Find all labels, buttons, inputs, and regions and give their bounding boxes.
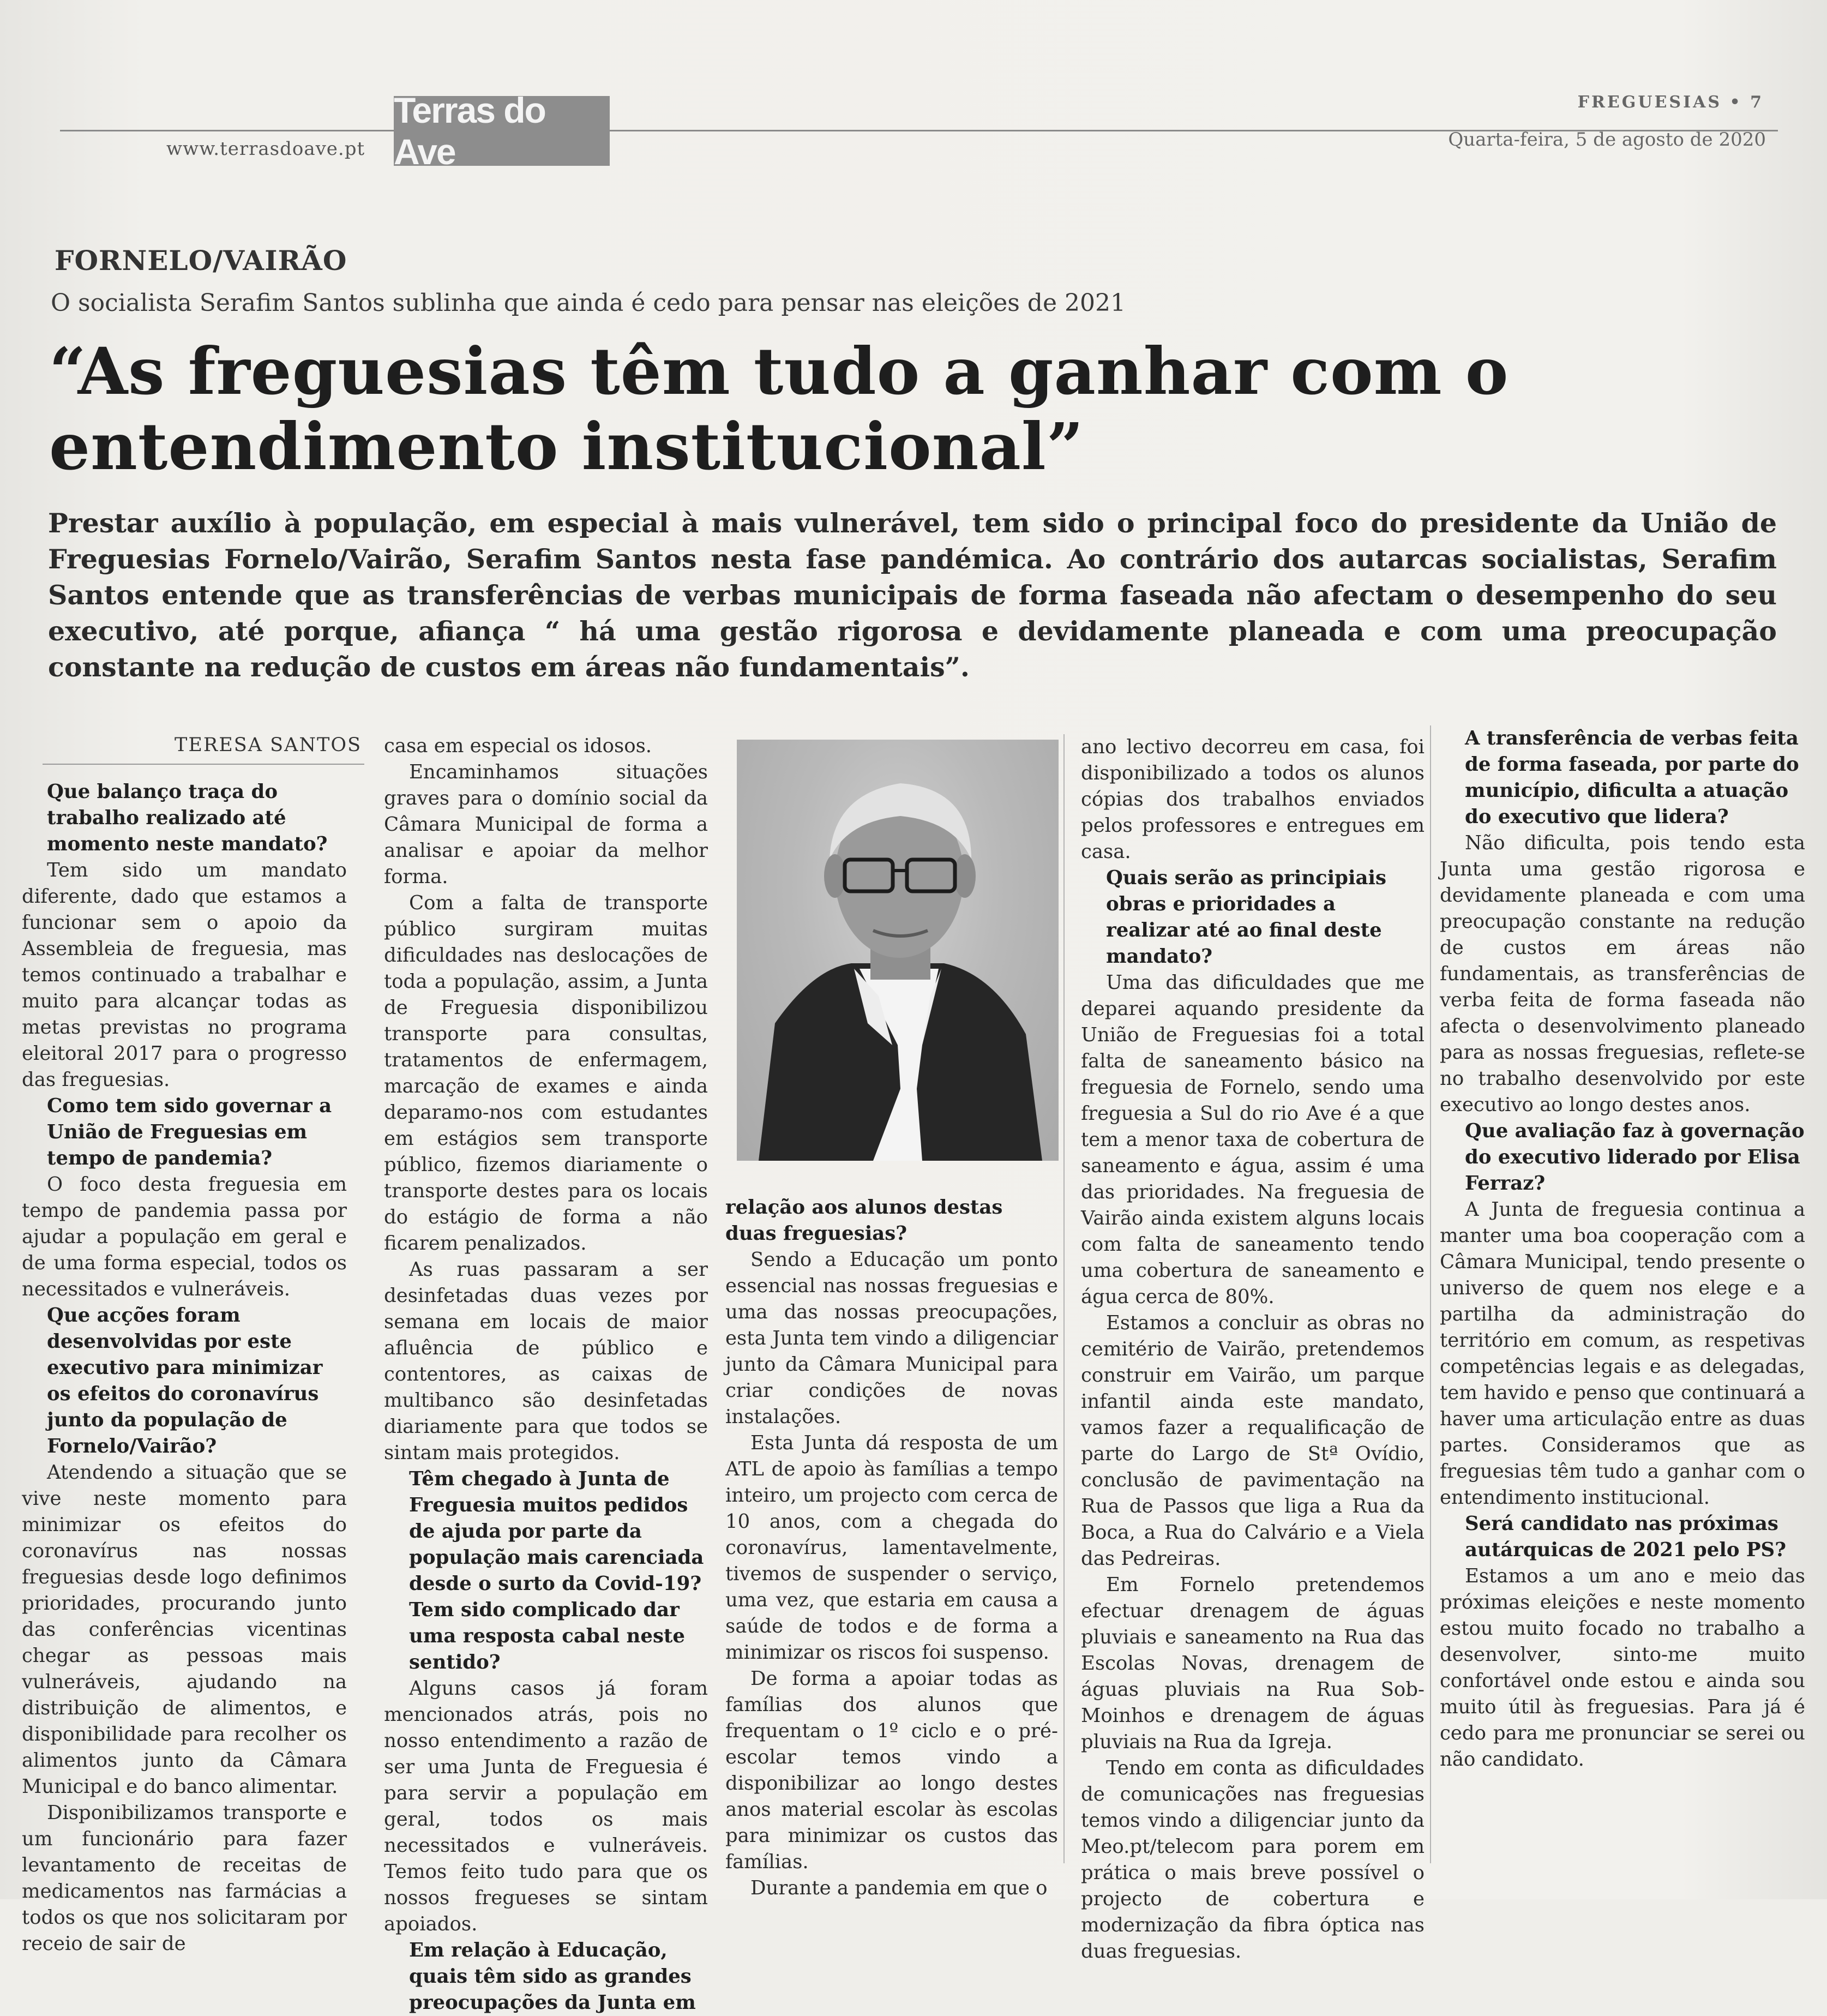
article-lead: Prestar auxílio à população, em especial à mais vulnerável, tem sido o principal foco do presidente da União de Freguesias Fornelo/Vairão, Serafim Santos nesta fase pandémica. Ao contrário dos autarcas socialistas, Serafim Santos entende que as transferências de verbas municipais de forma faseada não afectam o desempenho do seu executivo, até porque, afiança “ há uma gestão rigorosa e devidamente planeada e com uma preocupação constante na redução de custos em áreas não fundamentais”. [48, 507, 1777, 683]
paragraph: Estamos a um ano e meio das próximas eleições e neste momento estou muito focado no trabalho a desenvolver, sinto-me muito confortável onde estou e ainda sou muito útil às freguesias. Para já é cedo para me pronunciar se serei ou não candidato. [1440, 1565, 1805, 1771]
paragraph: O foco desta freguesia em tempo de pandemia passa por ajudar a população em geral e de uma forma especial, todos os necessitados e vulneráveis. [22, 1173, 347, 1300]
paragraph: Estamos a concluir as obras no cemitério de Vairão, pretendemos construir em Vairão, um parque infantil ainda este mandato, vamos fazer a requalificação de parte do Largo de Stª Ovídio, conclusão de pavimentação na Rua de Passos que liga a Rua da Boca, a Rua do Calvário e a Viela das Pedreiras. [1081, 1312, 1425, 1570]
paragraph: Com a falta de transporte público surgiram muitas dificuldades nas deslocações de toda a população, assim, a Junta de Freguesia disponibilizou transporte para consultas, tratamentos de enfermagem, marcação de exames e ainda deparamo-nos com estudantes em estágios sem transporte público, fizemos diariamente o transporte destes para os locais do estágio de forma a não ficarem penalizados. [384, 892, 708, 1255]
article-subtitle: O socialista Serafim Santos sublinha que ainda é cedo para pensar nas eleições de 2021 [51, 289, 1126, 317]
paragraph: Sendo a Educação um ponto essencial nas nossas freguesias e uma das nossas preocupações, esta Junta tem vindo a diligenciar junto da Câmara Municipal para criar condições de novas instalações. [725, 1249, 1058, 1428]
paragraph: Disponibilizamos transporte e um funcionário para fazer levantamento de receitas de medicamentos nas farmácias a todos os que nos solicitaram por receio de sair de [22, 1802, 347, 1955]
newspaper-logo [394, 90, 610, 172]
column-2 [384, 733, 708, 2016]
column-3 [725, 1195, 1058, 1901]
paragraph: Alguns casos já foram mencionados atrás, pois no nosso entendimento a razão de ser uma Junta de Freguesia é para servir a população em geral, todos os mais necessitados e vulneráveis. Temos feito tudo para que os nossos fregueses se sintam apoiados. [384, 1677, 708, 1935]
paragraph: Tem sido um mandato diferente, dado que estamos a funcionar sem o apoio da Assembleia de freguesia, mas temos continuado a trabalhar e muito para alcançar todas as metas previstas no programa eleitoral 2017 para o progresso das freguesias. [22, 859, 347, 1091]
paragraph: Esta Junta dá resposta de um ATL de apoio às famílias a tempo inteiro, um projecto com cerca de 10 anos, com a chegada do coronavírus, lamentavelmente, tivemos de suspender o serviço, uma vez, que estaria em causa a saúde de todos e de forma a minimizar os riscos foi suspenso. [725, 1432, 1058, 1664]
paragraph: De forma a apoiar todas as famílias dos alunos que frequentam o 1º ciclo e o pré-escolar temos vindo a disponibilizar ao longo destes anos material escolar às escolas para minimizar os custos das famílias. [725, 1667, 1058, 1873]
column-divider [1430, 725, 1431, 1863]
column-4 [1081, 734, 1425, 1965]
column-1 [22, 779, 347, 1957]
interview-question: Será candidato nas próximas autárquicas de 2021 pelo PS? [1465, 1513, 1786, 1561]
byline-rule [43, 764, 364, 765]
website-url: www.terrasdoave.pt [166, 138, 365, 160]
interview-question: Quais serão as principiais obras e prioridades a realizar até ao final deste mandato? [1106, 867, 1386, 968]
paragraph: Não dificulta, pois tendo esta Junta uma gestão rigorosa e devidamente planeada e com uma preocupação constante na redução de custos em áreas não fundamentais, as transferências de verba feita de forma faseada não afecta o desenvolvimento planeado para as nossas freguesias, reflete-se no trabalho desenvolvido por este executivo ao longo destes anos. [1440, 832, 1805, 1116]
paragraph: A Junta de freguesia continua a manter uma boa cooperação com a Câmara Municipal, tendo presente o universo de quem nos elege e a partilha da administração do território em comum, as respetivas competências legais e as delegadas, tem havido e penso que continuará a haver uma articulação entre as duas partes. Consideramos que as freguesias têm tudo a ganhar com o entendimento institucional. [1440, 1198, 1805, 1509]
article-byline: TERESA SANTOS [175, 734, 362, 756]
column-divider [1063, 734, 1065, 1863]
article-kicker: FORNELO/VAIRÃO [55, 244, 347, 277]
interview-question: relação aos alunos destas duas freguesias? [725, 1196, 1003, 1245]
interview-question: Que acções foram desenvolvidas por este executivo para minimizar os efeitos do coronavírus junto da população de Fornelo/Vairão? [47, 1304, 323, 1457]
portrait-photo [737, 740, 1059, 1161]
column-5 [1440, 725, 1805, 1773]
interview-question: A transferência de verbas feita de forma faseada, por parte do município, dificulta a atuação do executivo que lidera? [1465, 727, 1799, 828]
section-page-number: FREGUESIAS • 7 [1577, 93, 1764, 112]
paragraph: Durante a pandemia em que o [750, 1877, 1048, 1899]
paragraph: As ruas passaram a ser desinfetadas duas vezes por semana em locais de maior afluência de público e contentores, as caixas de multibanco são desinfetadas diariamente para que todos se sintam mais protegidos. [384, 1258, 708, 1464]
interview-question: Que balanço traça do trabalho realizado até momento neste mandato? [47, 781, 328, 855]
article-headline: “As freguesias têm tudo a ganhar com o entendimento institucional” [49, 333, 1509, 484]
paragraph: Tendo em conta as dificuldades de comunicações nas freguesias temos vindo a diligenciar junto da Meo.pt/telecom para porem em prática o mais breve possível o projecto de cobertura e modernização da fibra óptica nas duas freguesias. [1081, 1757, 1425, 1963]
interview-question: Em relação à Educação, quais têm sido as grandes preocupações da Junta em [409, 1939, 696, 2014]
paragraph: ano lectivo decorreu em casa, foi disponibilizado a todos os alunos cópias dos trabalhos enviados pelos professores e entregues em casa. [1081, 736, 1425, 863]
interview-question: Como tem sido governar a União de Freguesias em tempo de pandemia? [47, 1095, 332, 1169]
logo-text: Terras do Ave [394, 90, 545, 172]
issue-date: Quarta-feira, 5 de agosto de 2020 [1448, 129, 1766, 151]
paragraph: Uma das dificuldades que me deparei aquando presidente da União de Freguesias foi a total falta de saneamento básico na freguesia de Fornelo, sendo uma freguesia a Sul do rio Ave é a que tem a menor taxa de cobertura de saneamento e água, assim é uma das prioridades. Na freguesia de Vairão ainda existem alguns locais com falta de saneamento tendo uma cobertura de saneamento e água cerca de 80%. [1081, 971, 1425, 1308]
interview-question: Têm chegado à Junta de Freguesia muitos pedidos de ajuda por parte da população mais carenciada desde o surto da Covid-19? Tem sido complicado dar uma resposta cabal neste sentido? [409, 1468, 704, 1673]
paragraph: Atendendo a situação que se vive neste momento para minimizar os efeitos do coronavírus nas nossas freguesias desde logo definimos prioridades, procurando junto das conferências vicentinas chegar as pessoas mais vulneráveis, ajudando na distribuição de alimentos, e disponibilidade para recolher os alimentos junto da Câmara Municipal e do banco alimentar. [22, 1461, 347, 1798]
paragraph: casa em especial os idosos. [384, 735, 652, 757]
paragraph: Em Fornelo pretendemos efectuar drenagem de águas pluviais e saneamento na Rua das Escolas Novas, drenagem de águas pluviais na Rua Sob- Moinhos e drenagem de águas pluviais na Rua da Igreja. [1081, 1574, 1425, 1753]
interview-question: Que avaliação faz à governação do executivo liderado por Elisa Ferraz? [1465, 1120, 1805, 1195]
paragraph: Encaminhamos situações graves para o domínio social da Câmara Municipal de forma a analisar e apoiar da melhor forma. [384, 761, 708, 888]
